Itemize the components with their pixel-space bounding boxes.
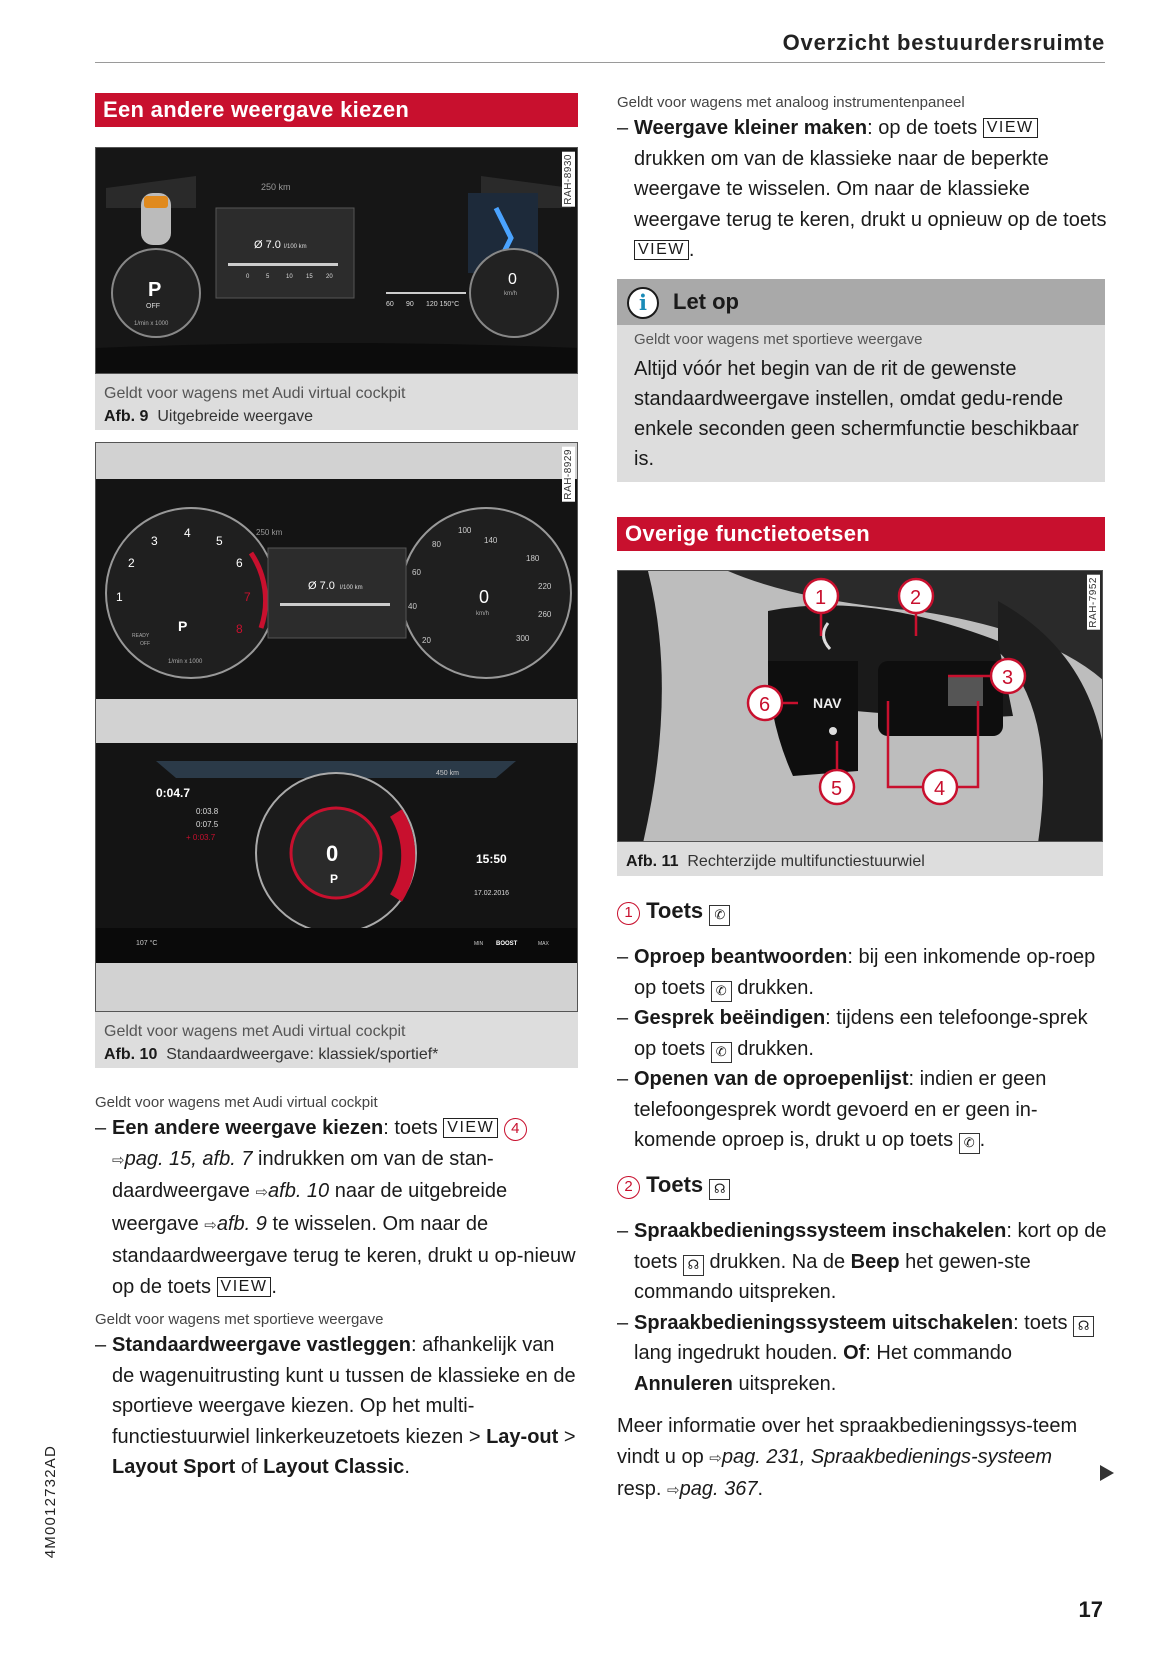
voice-control-icon: ☊ xyxy=(1073,1316,1094,1337)
analog-t1: : op de toets xyxy=(867,117,983,139)
callout-2: 2 xyxy=(910,587,922,609)
fig11-caption-text: Rechterzijde multifunctiestuurwiel xyxy=(687,853,925,870)
fig10-lap1: 0:03.8 xyxy=(196,807,219,816)
figure-10-standard-views xyxy=(95,442,578,1012)
block2-t1: : afhankelijk van de wagenuitrusting kunt u tussen de klassieke en de sportieve weergave kiezen. Op het multi-functiestuurwiel linkerkeuzetoets kiezen > xyxy=(112,1334,576,1448)
toets-2-number: 2 xyxy=(617,1176,640,1199)
view-key: VIEW xyxy=(983,118,1038,138)
toets-1-item-t2: drukken. xyxy=(731,976,814,999)
fig10-caption-context: Geldt voor wagens met Audi virtual cockpit xyxy=(104,1023,406,1040)
fig10-caption-label: Afb. 10 xyxy=(104,1046,158,1063)
fig10-speed-140: 140 xyxy=(484,536,498,545)
toets-1-item-t1: : tijdens een telefoonge-sprek op toets xyxy=(634,1007,1088,1060)
info-icon: i xyxy=(627,287,659,319)
block1-t1: : toets xyxy=(383,1117,444,1139)
fig9-gear: P xyxy=(148,279,162,301)
figure-9-extended-view xyxy=(95,147,578,374)
fig11-caption xyxy=(617,842,1103,876)
cockpit-standard-illustration xyxy=(96,443,578,1012)
fig10-speed-300: 300 xyxy=(516,634,530,643)
fig9-caption-text: Uitgebreide weergave xyxy=(157,408,313,425)
block1-t2: indrukken om van de stan-daardweergave xyxy=(112,1147,494,1202)
figure-11-steering-wheel xyxy=(617,570,1103,842)
block1-t4: te wisselen. Om naar de standaardweergave terug te keren, drukt u op-nieuw op de toets xyxy=(112,1212,576,1298)
toets-1-item xyxy=(617,1003,1107,1064)
fig10-lap-delta: + 0:03.7 xyxy=(186,833,216,842)
block-analog xyxy=(617,93,1107,266)
nav-label: NAV xyxy=(813,695,842,711)
fig9-caption-label: Afb. 9 xyxy=(104,408,149,425)
view-key: VIEW xyxy=(443,1118,498,1138)
phone-icon: ✆ xyxy=(711,981,732,1002)
toets-2-item1-t1: : kort op de toets xyxy=(634,1220,1107,1273)
note-box xyxy=(617,279,1105,482)
block2-t2: > xyxy=(558,1425,576,1448)
block1-ref3: afb. 9 xyxy=(216,1212,267,1235)
reference-arrow-icon: ⇨ xyxy=(709,1449,722,1467)
toets-1-heading xyxy=(617,898,1107,926)
fig9-scale-2: 10 xyxy=(286,274,293,280)
fig10-speed-60: 60 xyxy=(412,568,421,577)
fig10-speed-80: 80 xyxy=(432,540,441,549)
toets-2-item2-t4: uitspreken. xyxy=(732,1372,837,1395)
toets-1-number: 1 xyxy=(617,902,640,925)
fig10-rpm-3: 3 xyxy=(151,534,158,548)
fig9-consumption-unit: l/100 km xyxy=(284,244,307,250)
block1-context: Geldt voor wagens met Audi virtual cockpit xyxy=(95,1094,378,1111)
fig9-scale-3: 15 xyxy=(306,274,313,280)
toets-1-item-t1: : indien er geen telefoongesprek wordt gevoerd en er geen in-komende oproep is, drukt u op toets xyxy=(634,1068,1047,1151)
callout-6: 6 xyxy=(759,694,771,716)
more-t3: . xyxy=(757,1478,764,1500)
fig9-caption xyxy=(95,374,578,430)
toets-1-item-t1: : bij een inkomende op-roep op toets xyxy=(634,946,1096,999)
block1-t5: . xyxy=(271,1275,277,1298)
toets-2-item2-t3: : Het commando xyxy=(865,1342,1013,1364)
toets-2-item1-t3: het gewen-ste commando uitspreken. xyxy=(634,1250,1031,1303)
fig10-code: RAH-8929 xyxy=(563,449,574,500)
callout-number: 4 xyxy=(504,1118,527,1141)
fig9-gear-off: OFF xyxy=(146,303,160,310)
note-title: Let op xyxy=(673,288,739,314)
fig10-caption xyxy=(95,1012,578,1068)
fig10-sport-gear: P xyxy=(330,872,339,886)
block2-t3: of xyxy=(235,1456,264,1478)
block1-item xyxy=(95,1113,578,1302)
fig10-rpm-8: 8 xyxy=(236,622,243,636)
callout-5: 5 xyxy=(831,778,843,800)
fig10-lap2: 0:07.5 xyxy=(196,820,219,829)
more-ref2: pag. 367 xyxy=(679,1478,758,1500)
toets-2-item2-t1: : toets xyxy=(1013,1311,1074,1334)
toets-2-item2-bold: Spraakbedieningssysteem uitschakelen xyxy=(634,1311,1014,1334)
fig10-speed-260: 260 xyxy=(538,610,552,619)
fig10-consumption-unit: l/100 km xyxy=(340,585,363,591)
more-t1: Meer informatie over het spraakbedieningssys-teem vindt u op xyxy=(617,1415,1078,1468)
toets-1-item-bold: Oproep beantwoorden xyxy=(634,946,848,968)
toets-1-item xyxy=(617,942,1107,1003)
toets-2-item1-bold: Spraakbedieningssysteem inschakelen xyxy=(634,1220,1007,1242)
block2-b2: Layout Sport xyxy=(112,1456,236,1478)
toets-1-item-bold: Gesprek beëindigen xyxy=(634,1007,826,1029)
analog-t2: drukken om van de klassieke naar de beperkte weergave te wisselen. Om naar de klassieke weergave terug te keren, drukt u opnieuw op de toets xyxy=(634,147,1107,231)
fig10-rpm-1: 1 xyxy=(116,590,123,604)
fig9-consumption: Ø 7.0 xyxy=(254,239,281,251)
toets-2-item2-b3: Annuleren xyxy=(634,1372,733,1395)
toets-1-item-t2: drukken. xyxy=(731,1037,814,1060)
toets-2-item xyxy=(617,1308,1107,1400)
section-title-weergave: Een andere weergave kiezen xyxy=(95,93,578,127)
fig10-lap-time: 0:04.7 xyxy=(156,786,191,800)
toets-2-title: Toets xyxy=(646,1172,704,1197)
fig10-ready: READY xyxy=(132,633,150,639)
toets-2-heading xyxy=(617,1172,1107,1200)
reference-arrow-icon: ⇨ xyxy=(112,1151,125,1169)
phone-icon: ✆ xyxy=(959,1133,980,1154)
fig9-range: 250 km xyxy=(261,182,291,192)
fig10-consumption: Ø 7.0 xyxy=(308,580,335,592)
fig9-code: RAH-8930 xyxy=(563,154,574,205)
running-header: Overzicht bestuurdersruimte xyxy=(782,30,1105,55)
fig10-caption-text: Standaardweergave: klassiek/sportief* xyxy=(166,1046,439,1063)
toets-2-item2-b2: Of xyxy=(843,1342,866,1364)
analog-context: Geldt voor wagens met analoog instrumentenpaneel xyxy=(617,94,965,111)
fig10-sport-range: 450 km xyxy=(436,770,459,777)
analog-bold: Weergave kleiner maken xyxy=(634,117,868,139)
fig10-speed-40: 40 xyxy=(408,602,417,611)
fig11-code: RAH-7952 xyxy=(1088,577,1099,628)
fig9-caption-context: Geldt voor wagens met Audi virtual cockpit xyxy=(104,385,406,402)
fig10-gear: P xyxy=(178,618,188,634)
fig10-rpm-4: 4 xyxy=(184,526,191,540)
fig10-boost-min: MIN xyxy=(474,941,484,947)
reference-arrow-icon: ⇨ xyxy=(255,1184,269,1201)
fig9-scale-4: 20 xyxy=(326,274,333,280)
block1-bold: Een andere weergave kiezen xyxy=(112,1117,384,1139)
toets-2-item xyxy=(617,1216,1107,1308)
block2-t4: . xyxy=(404,1456,410,1478)
fig9-temp-2: 120 150°C xyxy=(426,301,460,308)
callout-1: 1 xyxy=(815,587,827,609)
analog-item xyxy=(617,113,1107,266)
block-standard-view xyxy=(95,1310,578,1483)
analog-t3: . xyxy=(688,239,695,261)
fig10-oil-temp: 107 °C xyxy=(136,940,158,947)
fig10-clock: 15:50 xyxy=(476,852,507,866)
reference-arrow-icon: ⇨ xyxy=(667,1482,680,1499)
fig9-rpm-unit: 1/min x 1000 xyxy=(134,321,169,327)
block1-t3: naar de uitgebreide weergave xyxy=(112,1180,508,1235)
fig10-speed-180: 180 xyxy=(526,554,540,563)
header-divider xyxy=(95,62,1105,63)
fig10-speed-100: 100 xyxy=(458,526,472,535)
fig9-scale-0: 0 xyxy=(246,274,250,280)
toets-1-item-t2: . xyxy=(979,1129,986,1151)
note-body: Altijd vóór het begin van de rit de gewenste standaardweergave instellen, omdat gedu-rende enkele seconden geen schermfunctie beschikbaar is. xyxy=(634,358,1079,470)
toets-1-title: Toets xyxy=(646,898,704,923)
callout-3: 3 xyxy=(1002,667,1014,689)
callout-4: 4 xyxy=(934,778,946,800)
fig10-speed-220: 220 xyxy=(538,582,552,591)
fig10-boost: BOOST xyxy=(496,941,518,947)
fig10-boost-max: MAX xyxy=(538,941,549,947)
toets-2-section xyxy=(617,1172,1107,1399)
fig11-caption-label: Afb. 11 xyxy=(626,853,679,870)
fig9-temp-0: 60 xyxy=(386,301,394,308)
fig10-rpm-unit: 1/min x 1000 xyxy=(168,659,203,665)
page-number: 17 xyxy=(1078,1597,1103,1622)
toets-1-item xyxy=(617,1064,1107,1156)
fig10-rpm-5: 5 xyxy=(216,534,223,548)
toets-2-item1-b2: Beep xyxy=(850,1250,900,1273)
block2-context: Geldt voor wagens met sportieve weergave xyxy=(95,1311,384,1328)
fig10-date: 17.02.2016 xyxy=(474,890,510,897)
fig10-speed: 0 xyxy=(479,587,490,607)
fig10-range: 250 km xyxy=(256,528,283,537)
fig10-speed-unit: km/h xyxy=(476,611,490,617)
continue-arrow-icon xyxy=(1100,1465,1114,1481)
more-ref1: pag. 231, Spraakbedienings-systeem xyxy=(721,1445,1053,1468)
fig10-rpm-7: 7 xyxy=(244,590,251,604)
note-context: Geldt voor wagens met sportieve weergave xyxy=(634,331,923,348)
block1-ref1: pag. 15, afb. 7 xyxy=(124,1147,253,1170)
fig10-sport-speed: 0 xyxy=(326,841,339,866)
document-code: 4M0012732AD xyxy=(42,1445,59,1559)
block-view-select xyxy=(95,1093,578,1302)
block2-bold: Standaardweergave vastleggen xyxy=(112,1334,412,1356)
more-info-paragraph xyxy=(617,1411,1097,1507)
fig9-temp-1: 90 xyxy=(406,301,414,308)
toets-2-item2-t2: lang ingedrukt houden. xyxy=(634,1342,844,1364)
toets-1-section xyxy=(617,898,1107,1156)
fig9-scale-1: 5 xyxy=(266,274,270,280)
phone-icon: ✆ xyxy=(709,905,730,926)
block2-b3: Layout Classic xyxy=(263,1456,405,1478)
view-key: VIEW xyxy=(217,1277,272,1297)
fig10-rpm-6: 6 xyxy=(236,556,243,570)
block2-item xyxy=(95,1330,578,1483)
reference-arrow-icon: ⇨ xyxy=(204,1216,217,1234)
phone-icon: ✆ xyxy=(711,1042,732,1063)
steering-wheel-illustration xyxy=(618,571,1103,842)
fig10-off: OFF xyxy=(140,641,150,647)
voice-control-icon: ☊ xyxy=(683,1255,704,1276)
toets-1-item-bold: Openen van de oproepenlijst xyxy=(634,1068,909,1090)
voice-control-icon: ☊ xyxy=(709,1179,730,1200)
more-t2: resp. xyxy=(617,1478,668,1500)
fig10-speed-20: 20 xyxy=(422,636,431,645)
fig10-rpm-2: 2 xyxy=(128,556,135,570)
note-header xyxy=(617,279,1105,325)
fig9-speed: 0 xyxy=(508,271,517,288)
fig9-speed-unit: km/h xyxy=(504,291,518,297)
block1-ref2: afb. 10 xyxy=(268,1180,330,1202)
block2-b1: Lay-out xyxy=(486,1425,559,1448)
section-title-functietoetsen: Overige functietoetsen xyxy=(617,517,1105,551)
view-key: VIEW xyxy=(634,240,689,260)
cockpit-extended-illustration xyxy=(96,148,578,374)
toets-2-item1-t2: drukken. Na de xyxy=(703,1250,851,1273)
